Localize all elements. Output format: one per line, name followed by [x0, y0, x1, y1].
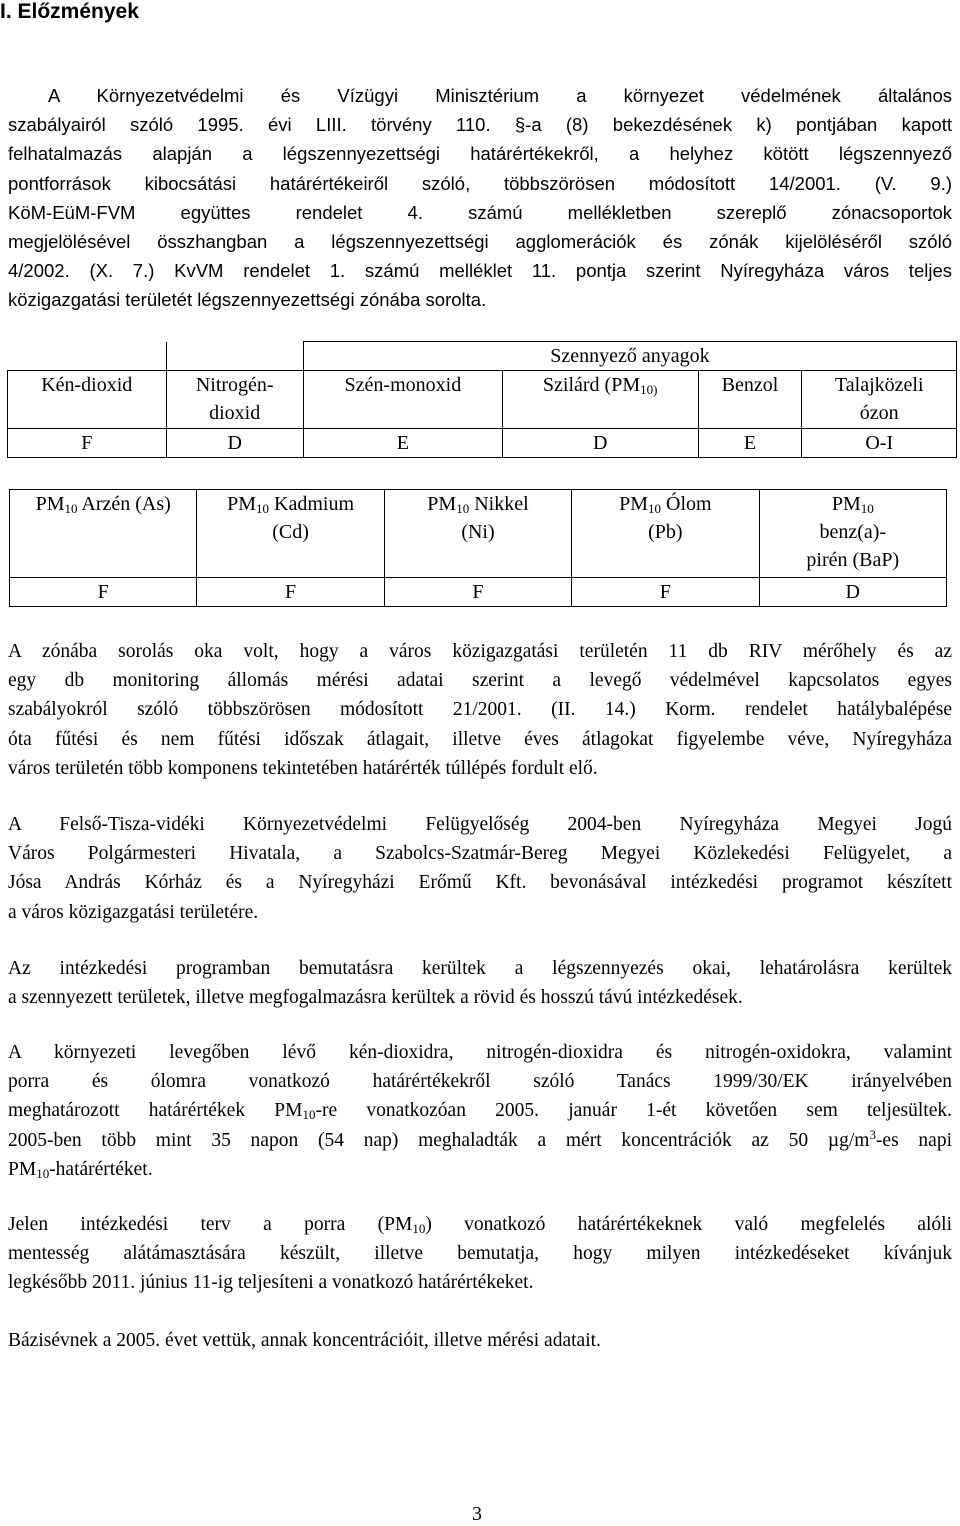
table-cell: F: [197, 578, 384, 607]
table-row: [10, 578, 947, 607]
table-cell: E: [698, 429, 802, 458]
table-cell: O-I: [802, 429, 957, 458]
table-header-cell: Szén-monoxid: [303, 371, 502, 429]
text-line: Jósa András Kórház és a Nyíregyházi Erőmű Kft. bevonásával intézkedési programot készített: [8, 872, 952, 894]
base-year-paragraph: [8, 1326, 952, 1355]
table-cell: F: [384, 578, 571, 607]
table-header-cell: $PM_{10}$ benz(a)- pirén (BaP): [759, 490, 946, 578]
measures-paragraph: [8, 954, 952, 1012]
text-line: óta fűtési és nem fűtési időszak átlagait, illetve éves átlagokat figyelembe véve, Nyíregyháza: [8, 728, 952, 750]
table-group-header: Szennyező anyagok: [303, 342, 956, 371]
table-cell: D: [502, 429, 698, 458]
zone-reason-paragraph: [8, 637, 952, 783]
table-cell: F: [10, 578, 197, 607]
table-cell: F: [8, 429, 167, 458]
text-line: $PM_{10}$-határértéket.: [8, 1158, 153, 1181]
program-paragraph: [8, 810, 952, 927]
table-cell: E: [303, 429, 502, 458]
text-line: város területén több komponens tekintetében határérték túllépés fordult elő.: [8, 757, 598, 779]
intro-paragraph: [8, 81, 952, 315]
text-line: legkésőbb 2011. június 11-ig teljesíteni a vonatkozó határértékeket.: [8, 1272, 534, 1294]
table-cell: D: [166, 429, 303, 458]
text-line: porra és ólomra vonatkozó határértékekről szóló Tanács 1999/30/EK irányelvében: [8, 1071, 952, 1093]
text-line: egy db monitoring állomás mérési adatai szerint a levegő védelmével kapcsolatos egyes: [8, 670, 952, 692]
text-line: A Felső-Tisza-vidéki Környezetvédelmi Felügyelőség 2004-ben Nyíregyháza Megyei Jogú: [8, 814, 952, 835]
page-number: 3: [472, 1503, 482, 1525]
text-line: felhatalmazás alapján a légszennyezettségi határértékekről, a helyhez kötött légszennyező: [8, 143, 952, 165]
pollutant-zone-table: [7, 341, 957, 458]
text-line: Az intézkedési programban bemutatásra kerültek a légszennyezés okai, lehatárolásra kerültek: [8, 958, 952, 979]
text-line: KöM-EüM-FVM együttes rendelet 4. számú mellékletben szereplő zónacsoportok: [8, 201, 952, 223]
pm10-component-table: [9, 489, 947, 607]
table-header-cell: $PM_{10}$ Arzén (As): [10, 490, 197, 578]
table-header-cell: Szilárd ($PM_{10)}$: [502, 371, 698, 429]
text-line: szabályairól szóló 1995. évi LIII. törvény 110. §-a (8) bekezdésének k) pontjában kapott: [8, 114, 952, 136]
section-heading: I. Előzmények: [0, 0, 139, 23]
table-cell: F: [572, 578, 759, 607]
table-row: [8, 429, 957, 458]
text-line: szabályokról szóló többszörösen módosított 21/2001. (II. 14.) Korm. rendelet hatálybalépése: [8, 699, 952, 721]
text-line: A zónába sorolás oka volt, hogy a város közigazgatási területén 11 db RIV mérőhely és az: [8, 641, 952, 662]
text-line: mentesség alátámasztására készült, illetve bemutatja, hogy milyen intézkedéseket kívánjuk: [8, 1243, 952, 1265]
table-header-cell: Kén-dioxid: [8, 371, 167, 429]
text-line: közigazgatási területét légszennyezettségi zónába sorolta.: [8, 289, 487, 311]
text-line: Város Polgármesteri Hivatala, a Szabolcs-Szatmár-Bereg Megyei Közlekedési Felügyelet, a: [8, 843, 952, 865]
text-line: 4/2002. (X. 7.) KvVM rendelet 1. számú melléklet 11. pontja szerint Nyíregyháza város teljes: [8, 260, 952, 282]
text-line: A környezeti levegőben lévő kén-dioxidra, nitrogén-dioxidra és nitrogén-oxidokra, valamint: [8, 1042, 952, 1063]
plan-purpose-paragraph: [8, 1210, 952, 1298]
text-line: megjelölésével összhangban a légszennyezettségi agglomerációk és zónák kijelöléséről szóló: [8, 231, 952, 253]
text-line: Bázisévnek a 2005. évet vettük, annak koncentrációit, illetve mérési adatait.: [8, 1330, 601, 1351]
table-header-cell: $PM_{10}$ Kadmium (Cd): [197, 490, 384, 578]
table-header-cell: $PM_{10}$ Ólom (Pb): [572, 490, 759, 578]
text-line: meghatározott határértékek $PM_{10}-re$ vonatkozóan 2005. január 1-ét követően sem teljesültek.: [8, 1100, 952, 1123]
text-line: a szennyezett területek, illetve megfogalmazásra kerültek a rövid és hosszú távú intézkedések.: [8, 987, 743, 1009]
text-line: a város közigazgatási területére.: [8, 901, 259, 923]
table-header-cell: Talajközeli ózon: [802, 371, 957, 429]
text-line: A Környezetvédelmi és Vízügyi Minisztérium a környezet védelmének általános: [48, 85, 952, 106]
directive-paragraph: [8, 1038, 952, 1184]
table-header-cell: Benzol: [698, 371, 802, 429]
table-header-cell: $PM_{10}$ Nikkel (Ni): [384, 490, 571, 578]
text-line: pontforrások kibocsátási határértékeiről szóló, többszörösen módosított 14/2001. (V. 9.): [8, 172, 952, 194]
table-cell: D: [759, 578, 946, 607]
text-line: 2005-ben több mint 35 napon (54 nap) meghaladták a mért koncentrációk az 50 $\mu g/m^3-es$ napi: [8, 1126, 952, 1151]
table-header-cell: Nitrogén- dioxid: [166, 371, 303, 429]
text-line: Jelen intézkedési terv a porra $(PM_{10})$ vonatkozó határértékeknek való megfelelés alóli: [8, 1214, 952, 1236]
